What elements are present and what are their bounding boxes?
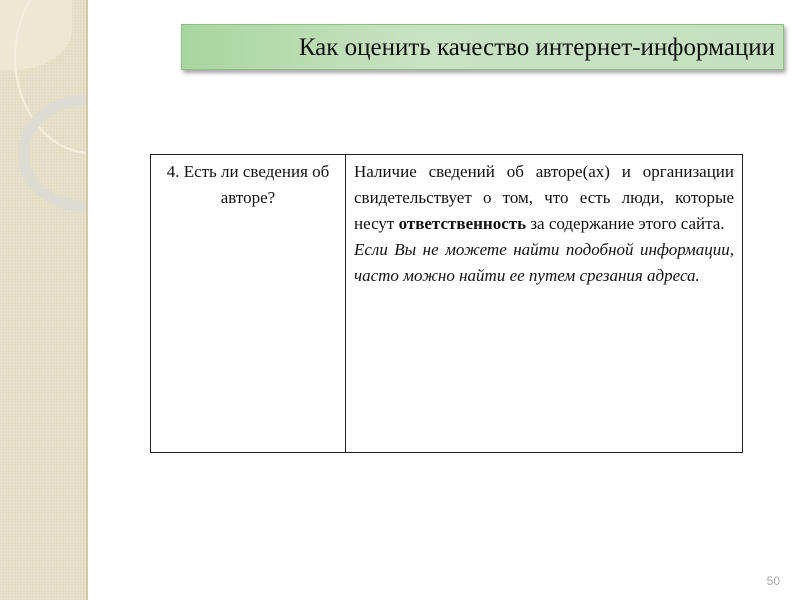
answer-text-end: за содержание этого сайта.	[530, 214, 725, 233]
question-cell: 4. Есть ли сведения об авторе?	[151, 155, 346, 453]
info-table	[150, 154, 743, 453]
answer-italic-text: Если Вы не можете найти подобной информации, часто можно найти ее путем срезания адреса.	[354, 240, 734, 285]
sidebar-edge	[86, 0, 88, 600]
table-row	[151, 155, 743, 453]
answer-cell	[346, 155, 743, 453]
page-number: 50	[766, 574, 780, 588]
answer-text: Наличие сведений об авторе(ах) и организации свидетельствует о том, что есть люди, которые несут	[354, 162, 734, 233]
decorative-sidebar	[0, 0, 88, 600]
answer-bold-text: ответственность	[398, 214, 527, 233]
slide-title: Как оценить качество интернет-информации	[181, 24, 784, 70]
